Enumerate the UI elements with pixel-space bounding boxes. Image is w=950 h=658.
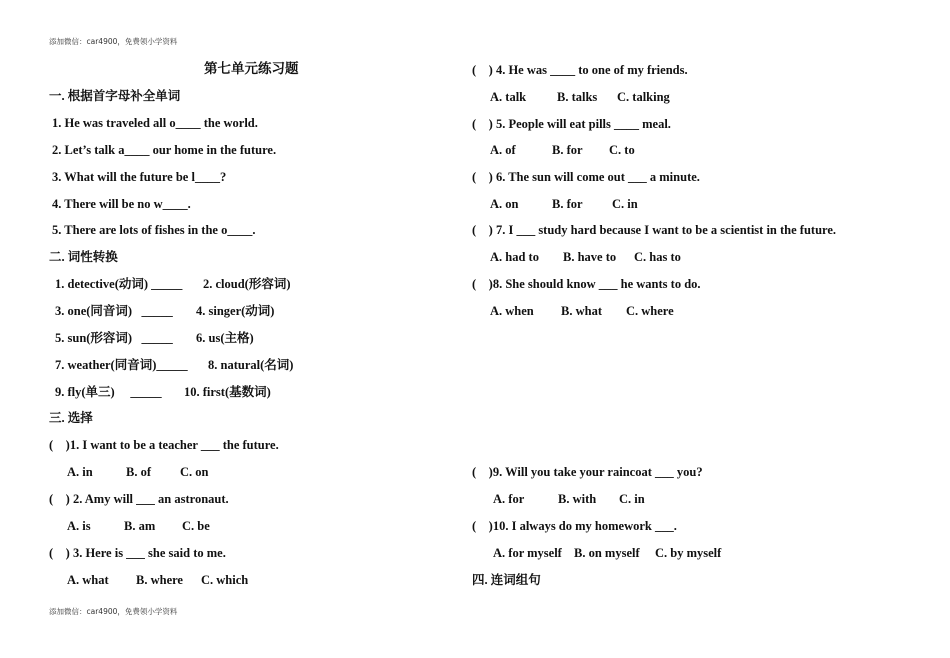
- question-10: ( )10. I always do my homework ___.: [472, 519, 677, 533]
- question-3: ( ) 3. Here is ___ she said to me.: [49, 546, 226, 560]
- option: C. to: [609, 143, 635, 157]
- option: A. of: [490, 143, 516, 157]
- question-2: ( ) 2. Amy will ___ an astronaut.: [49, 492, 229, 506]
- option: C. talking: [617, 90, 670, 104]
- option: B. with: [558, 492, 597, 506]
- option: A. when: [490, 304, 534, 318]
- section1-item: 5. There are lots of fishes in the o____.: [52, 223, 256, 237]
- section1-item: 1. He was traveled all o____ the world.: [52, 116, 258, 130]
- word-form-item: 7. weather(同音词)_____: [55, 358, 188, 372]
- word-form-item: 3. one(同音词) _____: [55, 304, 173, 318]
- question-1: ( )1. I want to be a teacher ___ the future.: [49, 438, 279, 452]
- question-5: ( ) 5. People will eat pills ____ meal.: [472, 117, 671, 131]
- option: B. for: [552, 197, 583, 211]
- word-form-item: 5. sun(形容词) _____: [55, 331, 173, 345]
- option: B. have to: [563, 250, 617, 264]
- section2-heading: 二. 词性转换: [49, 250, 118, 264]
- word-form-item: 9. fly(单三) _____: [55, 385, 162, 399]
- question-7: ( ) 7. I ___ study hard because I want to be a scientist in the future.: [472, 223, 837, 237]
- option: A. is: [67, 519, 91, 533]
- option: C. in: [612, 197, 638, 211]
- option: A. talk: [490, 90, 527, 104]
- option: C. be: [182, 519, 210, 533]
- option: C. by myself: [655, 546, 722, 560]
- option: A. on: [490, 197, 519, 211]
- option: A. for: [493, 492, 525, 506]
- section1-item: 4. There will be no w____.: [52, 197, 191, 211]
- word-form-item: 8. natural(名词): [208, 358, 294, 372]
- option: B. talks: [557, 90, 598, 104]
- question-6: ( ) 6. The sun will come out ___ a minute.: [472, 170, 700, 184]
- option: A. for myself: [493, 546, 562, 560]
- word-form-item: 1. detective(动词) _____: [55, 277, 183, 291]
- section1-heading: 一. 根据首字母补全单词: [49, 89, 181, 103]
- option: A. had to: [490, 250, 539, 264]
- option: B. on myself: [574, 546, 640, 560]
- option: B. for: [552, 143, 583, 157]
- word-form-item: 2. cloud(形容词): [203, 277, 291, 291]
- question-9: ( )9. Will you take your raincoat ___ you?: [472, 465, 703, 479]
- option: C. in: [619, 492, 645, 506]
- section1-item: 3. What will the future be l____?: [52, 170, 227, 184]
- question-8: ( )8. She should know ___ he wants to do.: [472, 277, 701, 291]
- section4-heading: 四. 连词组句: [472, 573, 541, 587]
- question-4: ( ) 4. He was ____ to one of my friends.: [472, 63, 688, 77]
- section1-item: 2. Let’s talk a____ our home in the future.: [52, 143, 277, 157]
- option: B. what: [561, 304, 602, 318]
- header-note: 添加微信：car4900，免费领小学资料: [49, 37, 178, 46]
- option: B. of: [126, 465, 151, 479]
- footer-note: 添加微信：car4900，免费领小学资料: [49, 607, 178, 616]
- word-form-item: 6. us(主格): [196, 331, 254, 345]
- word-form-item: 10. first(基数词): [184, 385, 271, 399]
- section3-heading: 三. 选择: [49, 411, 93, 425]
- option: C. on: [180, 465, 209, 479]
- option: B. am: [124, 519, 156, 533]
- word-form-item: 4. singer(动词): [196, 304, 275, 318]
- option: A. what: [67, 573, 109, 587]
- option: B. where: [136, 573, 183, 587]
- option: C. where: [626, 304, 674, 318]
- option: C. which: [201, 573, 249, 587]
- page-title: 第七单元练习题: [204, 61, 299, 76]
- option: C. has to: [634, 250, 681, 264]
- option: A. in: [67, 465, 93, 479]
